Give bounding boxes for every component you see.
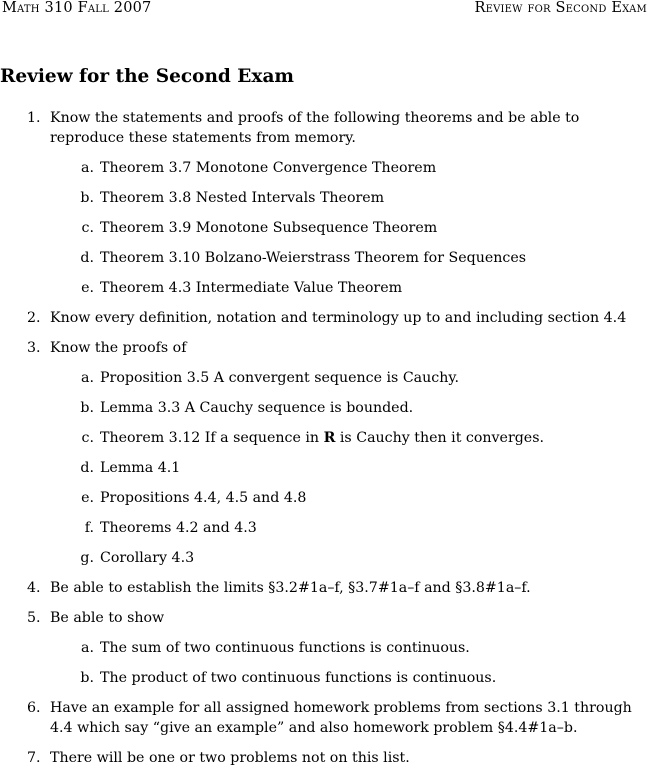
sub-item-letter: a. [81,160,94,176]
sub-item-text-after: is Cauchy then it converges. [335,430,544,446]
sub-item-letter: c. [81,220,94,236]
sub-item-text: The sum of two continuous functions is continuous. [100,640,470,656]
sub-item-text: Lemma 4.1 [100,460,181,476]
sub-list-item [50,638,650,658]
list-item [0,698,650,738]
sub-list-item [50,458,650,478]
running-header [2,0,647,22]
sub-item-letter: b. [80,190,94,206]
item-text: Be able to establish the limits §3.2#1a–f, §3.7#1a–f and §3.8#1a–f. [50,580,531,596]
sub-list [50,638,650,688]
sub-item-letter: f. [84,520,94,536]
sub-item-letter: b. [80,400,94,416]
item-text: Be able to show [50,610,165,626]
list-item [0,748,650,768]
sub-list-item [50,278,650,298]
item-number: 6. [27,700,41,716]
item-text: Know the proofs of [50,340,187,356]
list-item [0,578,650,598]
sub-list [50,368,650,568]
sub-list [50,158,650,298]
sub-item-text: Corollary 4.3 [100,550,195,566]
item-number: 4. [27,580,41,596]
sub-list-item [50,428,650,448]
sub-item-text: Proposition 3.5 A convergent sequence is Cauchy. [100,370,459,386]
item-number: 5. [27,610,41,626]
sub-list-item [50,488,650,508]
sub-item-letter: d. [80,460,94,476]
sub-item-letter: c. [81,430,94,446]
sub-list-item [50,398,650,418]
sub-item-letter: a. [81,370,94,386]
header-doc-title: Review for Second Exam [474,0,647,16]
sub-list-item [50,518,650,538]
list-item [0,338,650,568]
sub-list-item [50,188,650,208]
sub-item-text: Theorem 3.10 Bolzano-Weierstrass Theorem for Sequences [100,250,526,266]
item-text: Know every definition, notation and terminology up to and including section 4.4 [50,310,627,326]
item-text: Have an example for all assigned homework problems from sections 3.1 through 4.4 which say “give an example” and also homework problem §4.4#1a–b. [50,700,632,736]
item-number: 3. [27,340,41,356]
sub-item-letter: g. [80,550,94,566]
sub-list-item [50,158,650,178]
sub-list-item [50,368,650,388]
sub-list-item [50,248,650,268]
review-list [0,108,650,778]
sub-list-item [50,668,650,688]
page-title: Review for the Second Exam [0,66,295,87]
sub-item-text: Theorem 4.3 Intermediate Value Theorem [100,280,403,296]
sub-item-text: Theorem 3.7 Monotone Convergence Theorem [100,160,437,176]
list-item [0,308,650,328]
item-text: There will be one or two problems not on this list. [50,750,410,766]
sub-item-text-before: Theorem 3.12 If a sequence in [100,430,324,446]
sub-item-text: Theorems 4.2 and 4.3 [100,520,257,536]
sub-item-text: Theorem 3.8 Nested Intervals Theorem [100,190,385,206]
item-number: 7. [27,750,41,766]
list-item [0,608,650,688]
header-course: Math 310 Fall 2007 [2,0,152,16]
sub-item-text: Propositions 4.4, 4.5 and 4.8 [100,490,307,506]
sub-list-item [50,548,650,568]
sub-item-letter: e. [81,280,94,296]
sub-item-letter: e. [81,490,94,506]
sub-item-text: The product of two continuous functions is continuous. [100,670,497,686]
sub-item-letter: b. [80,670,94,686]
list-item [0,108,650,298]
item-text: Know the statements and proofs of the following theorems and be able to reproduce these statements from memory. [50,110,580,146]
sub-list-item [50,218,650,238]
reals-symbol: R [323,430,336,446]
sub-item-letter: d. [80,250,94,266]
sub-item-text: Theorem 3.9 Monotone Subsequence Theorem [100,220,438,236]
item-number: 2. [27,310,41,326]
sub-item-text: Lemma 3.3 A Cauchy sequence is bounded. [100,400,414,416]
sub-item-letter: a. [81,640,94,656]
item-number: 1. [27,110,41,126]
